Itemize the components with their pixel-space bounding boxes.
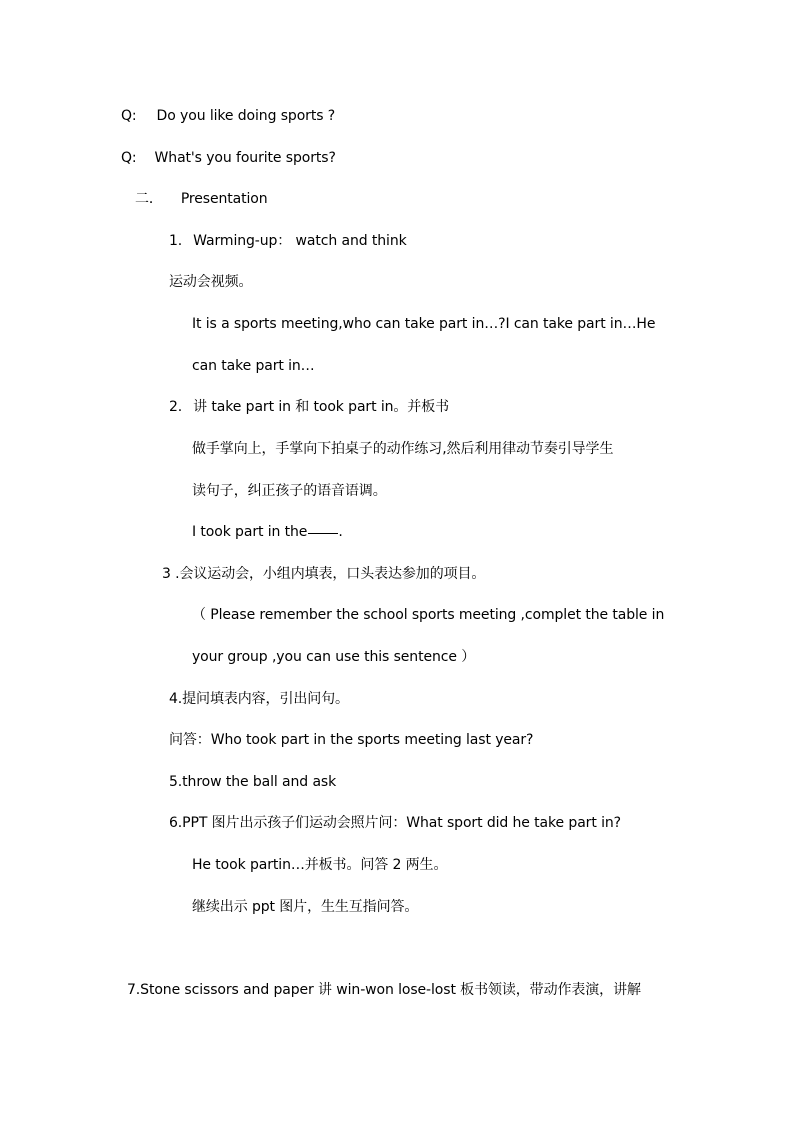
text-line: your group ,you can use this sentence ）: [192, 649, 476, 665]
question-label: Q:: [121, 150, 137, 166]
question-line-1: [121, 107, 335, 125]
text-line: 问答：Who took part in the sports meeting last year?: [169, 732, 534, 748]
step-6: 6.PPT 图片出示孩子们运动会照片问：What sport did he take part in?: [169, 815, 621, 831]
text-line: It is a sports meeting,who can take part in…?I can take part in…He: [192, 316, 656, 332]
question-line-2: [121, 149, 336, 167]
text-line: 读句子，纠正孩子的语音语调。: [192, 483, 387, 499]
step-number: 2.: [169, 399, 183, 415]
sentence-end: .: [338, 524, 343, 540]
question-text: What's you fourite sports?: [154, 150, 336, 166]
section-title: Presentation: [180, 191, 268, 207]
step-text: Warming-up： watch and think: [193, 233, 407, 249]
blank-underline: [308, 533, 338, 534]
fill-in-sentence: [192, 523, 343, 541]
step-text: 讲 take part in 和 took part in。并板书: [193, 399, 449, 415]
text-line: 做手掌向上，手掌向下拍桌子的动作练习,然后利用律动节奏引导学生: [192, 441, 614, 457]
sentence-text: I took part in the: [192, 524, 308, 540]
text-line: 运动会视频。: [169, 274, 253, 290]
step-1: [169, 232, 407, 250]
text-line: （ Please remember the school sports meeting ,complet the table in: [192, 607, 665, 623]
text-line: He took partin…并板书。问答 2 两生。: [192, 857, 448, 873]
text-line: can take part in…: [192, 358, 315, 374]
step-7: 7.Stone scissors and paper 讲 win-won lose-lost 板书领读，带动作表演，讲解: [127, 982, 641, 998]
step-5: 5.throw the ball and ask: [169, 774, 337, 790]
question-label: Q:: [121, 108, 137, 124]
step-3: 3 .会议运动会，小组内填表，口头表达参加的项目。: [162, 566, 486, 582]
text-line: 继续出示 ppt 图片，生生互指问答。: [192, 899, 419, 915]
section-number: 二．: [135, 191, 163, 207]
step-number: 1.: [169, 233, 183, 249]
question-text: Do you like doing sports ?: [156, 108, 336, 124]
section-heading: [135, 190, 268, 208]
step-4: 4.提问填表内容，引出问句。: [169, 691, 349, 707]
step-2: [169, 398, 449, 416]
